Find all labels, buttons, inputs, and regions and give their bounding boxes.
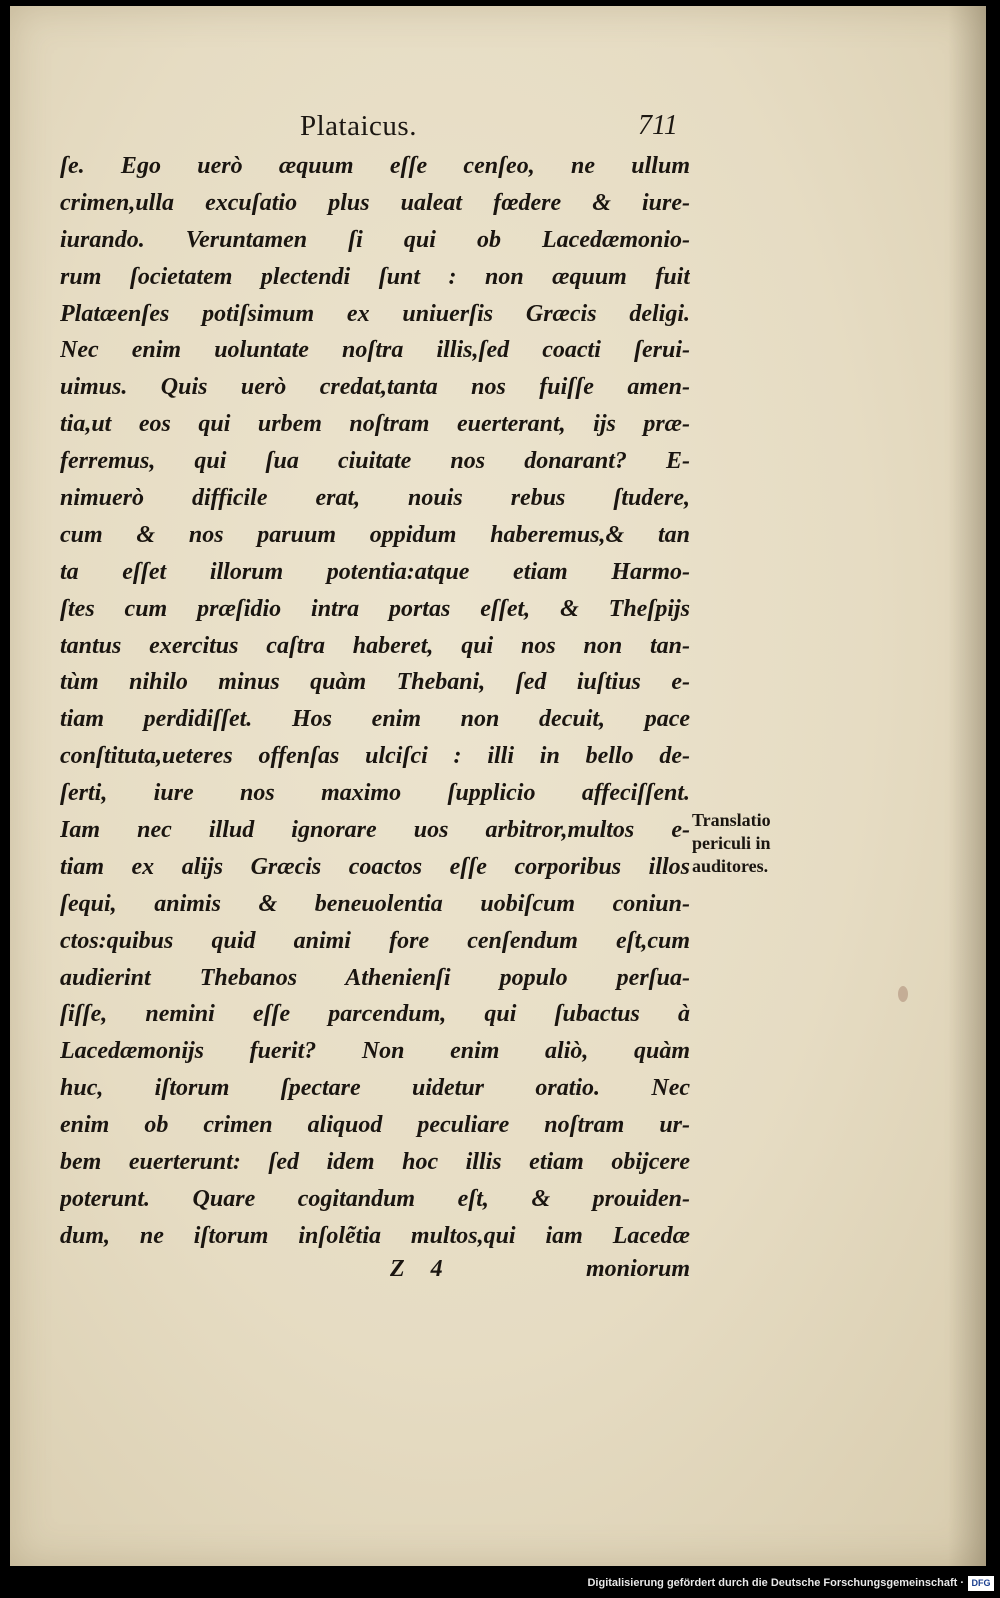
- paper-stain: [898, 986, 908, 1002]
- marginal-note-line: periculi in: [692, 833, 771, 853]
- text-line: bem euerterunt: ſed idem hoc illis etiam obijcere: [60, 1149, 690, 1176]
- marginal-note: [692, 809, 822, 878]
- text-line: nimuerò difficile erat, nouis rebus ſtudere,: [60, 485, 690, 512]
- text-line: ferremus, qui ſua ciuitate nos donarant? E-: [60, 448, 690, 475]
- text-line: iurando. Veruntamen ſi qui ob Lacedæmonio-: [60, 226, 690, 253]
- text-line: cum & nos paruum oppidum haberemus,& tan: [60, 521, 690, 548]
- book-page: [10, 6, 986, 1566]
- text-line: uimus. Quis uerò credat,tanta nos fuiſſe amen-: [60, 374, 690, 401]
- text-line: Platæenſes potiſsimum ex uniuerſis Græcis deligi.: [60, 300, 690, 327]
- signature-mark: Z 4: [390, 1256, 453, 1282]
- text-line: rum ſocietatem plectendi ſunt : non æquum fuit: [60, 263, 690, 290]
- text-line: ſerti, iure nos maximo ſupplicio affeciſſent.: [60, 780, 690, 807]
- text-line: ſe. Ego uerò æquum eſſe cenſeo, ne ullum: [60, 153, 690, 179]
- text-line: ſequi, animis & beneuolentia uobiſcum coniun-: [60, 890, 690, 917]
- text-line: Lacedæmonijs fuerit? Non enim aliò, quàm: [60, 1038, 690, 1065]
- catchword: moniorum: [585, 1256, 690, 1282]
- marginal-note-line: Translatio: [692, 810, 771, 830]
- text-line: ſtes cum præſidio intra portas eſſet, & Theſpijs: [60, 595, 690, 622]
- page-edge-shadow: [948, 6, 986, 1566]
- main-text-block: [60, 148, 690, 1255]
- text-line: ctos:quibus quid animi fore cenſendum eſt,cum: [60, 927, 690, 954]
- dfg-logo-icon: DFG: [968, 1576, 994, 1591]
- text-line: tantus exercitus caſtra haberet, qui nos non tan-: [60, 632, 690, 659]
- marginal-note-line: auditores.: [692, 856, 769, 876]
- text-line: ta eſſet illorum potentia:atque etiam Harmo-: [60, 558, 690, 585]
- text-line: tùm nihilo minus quàm Thebani, ſed iuſtius e-: [60, 669, 690, 696]
- text-line: huc, iſtorum ſpectare uidetur oratio. Nec: [60, 1075, 690, 1102]
- text-line: poterunt. Quare cogitandum eſt, & prouiden-: [60, 1185, 690, 1212]
- page-number: 711: [638, 110, 678, 141]
- text-line: ſiſſe, nemini eſſe parcendum, qui ſubactus à: [60, 1001, 690, 1028]
- text-line: dum, ne iſtorum inſolẽtia multos,qui iam Lacedæ: [60, 1222, 690, 1249]
- page-footer: [60, 1256, 690, 1296]
- text-line: tiam perdidiſſet. Hos enim non decuit, pace: [60, 706, 690, 733]
- text-line: enim ob crimen aliquod peculiare noſtram ur-: [60, 1112, 690, 1139]
- running-head: Plataicus.: [300, 110, 417, 142]
- text-line: conſtituta,ueteres offenſas ulciſci : illi in bello de-: [60, 743, 690, 770]
- text-line: Nec enim uoluntate noſtra illis,ſed coacti ſerui-: [60, 337, 690, 364]
- text-line: tiam ex alijs Græcis coactos eſſe corporibus illos: [60, 853, 690, 880]
- text-line: Iam nec illud ignorare uos arbitror,multos e-: [60, 817, 690, 844]
- digitization-credit-bar: [0, 1570, 1000, 1598]
- text-line: audierint Thebanos Athenienſi populo perſua-: [60, 964, 690, 991]
- credit-text: Digitalisierung gefördert durch die Deutsche Forschungsgemeinschaft ·: [587, 1577, 964, 1589]
- text-line: tia,ut eos qui urbem noſtram euerterant, ijs præ-: [60, 411, 690, 438]
- text-line: crimen,ulla excuſatio plus ualeat fœdere & iure-: [60, 189, 690, 216]
